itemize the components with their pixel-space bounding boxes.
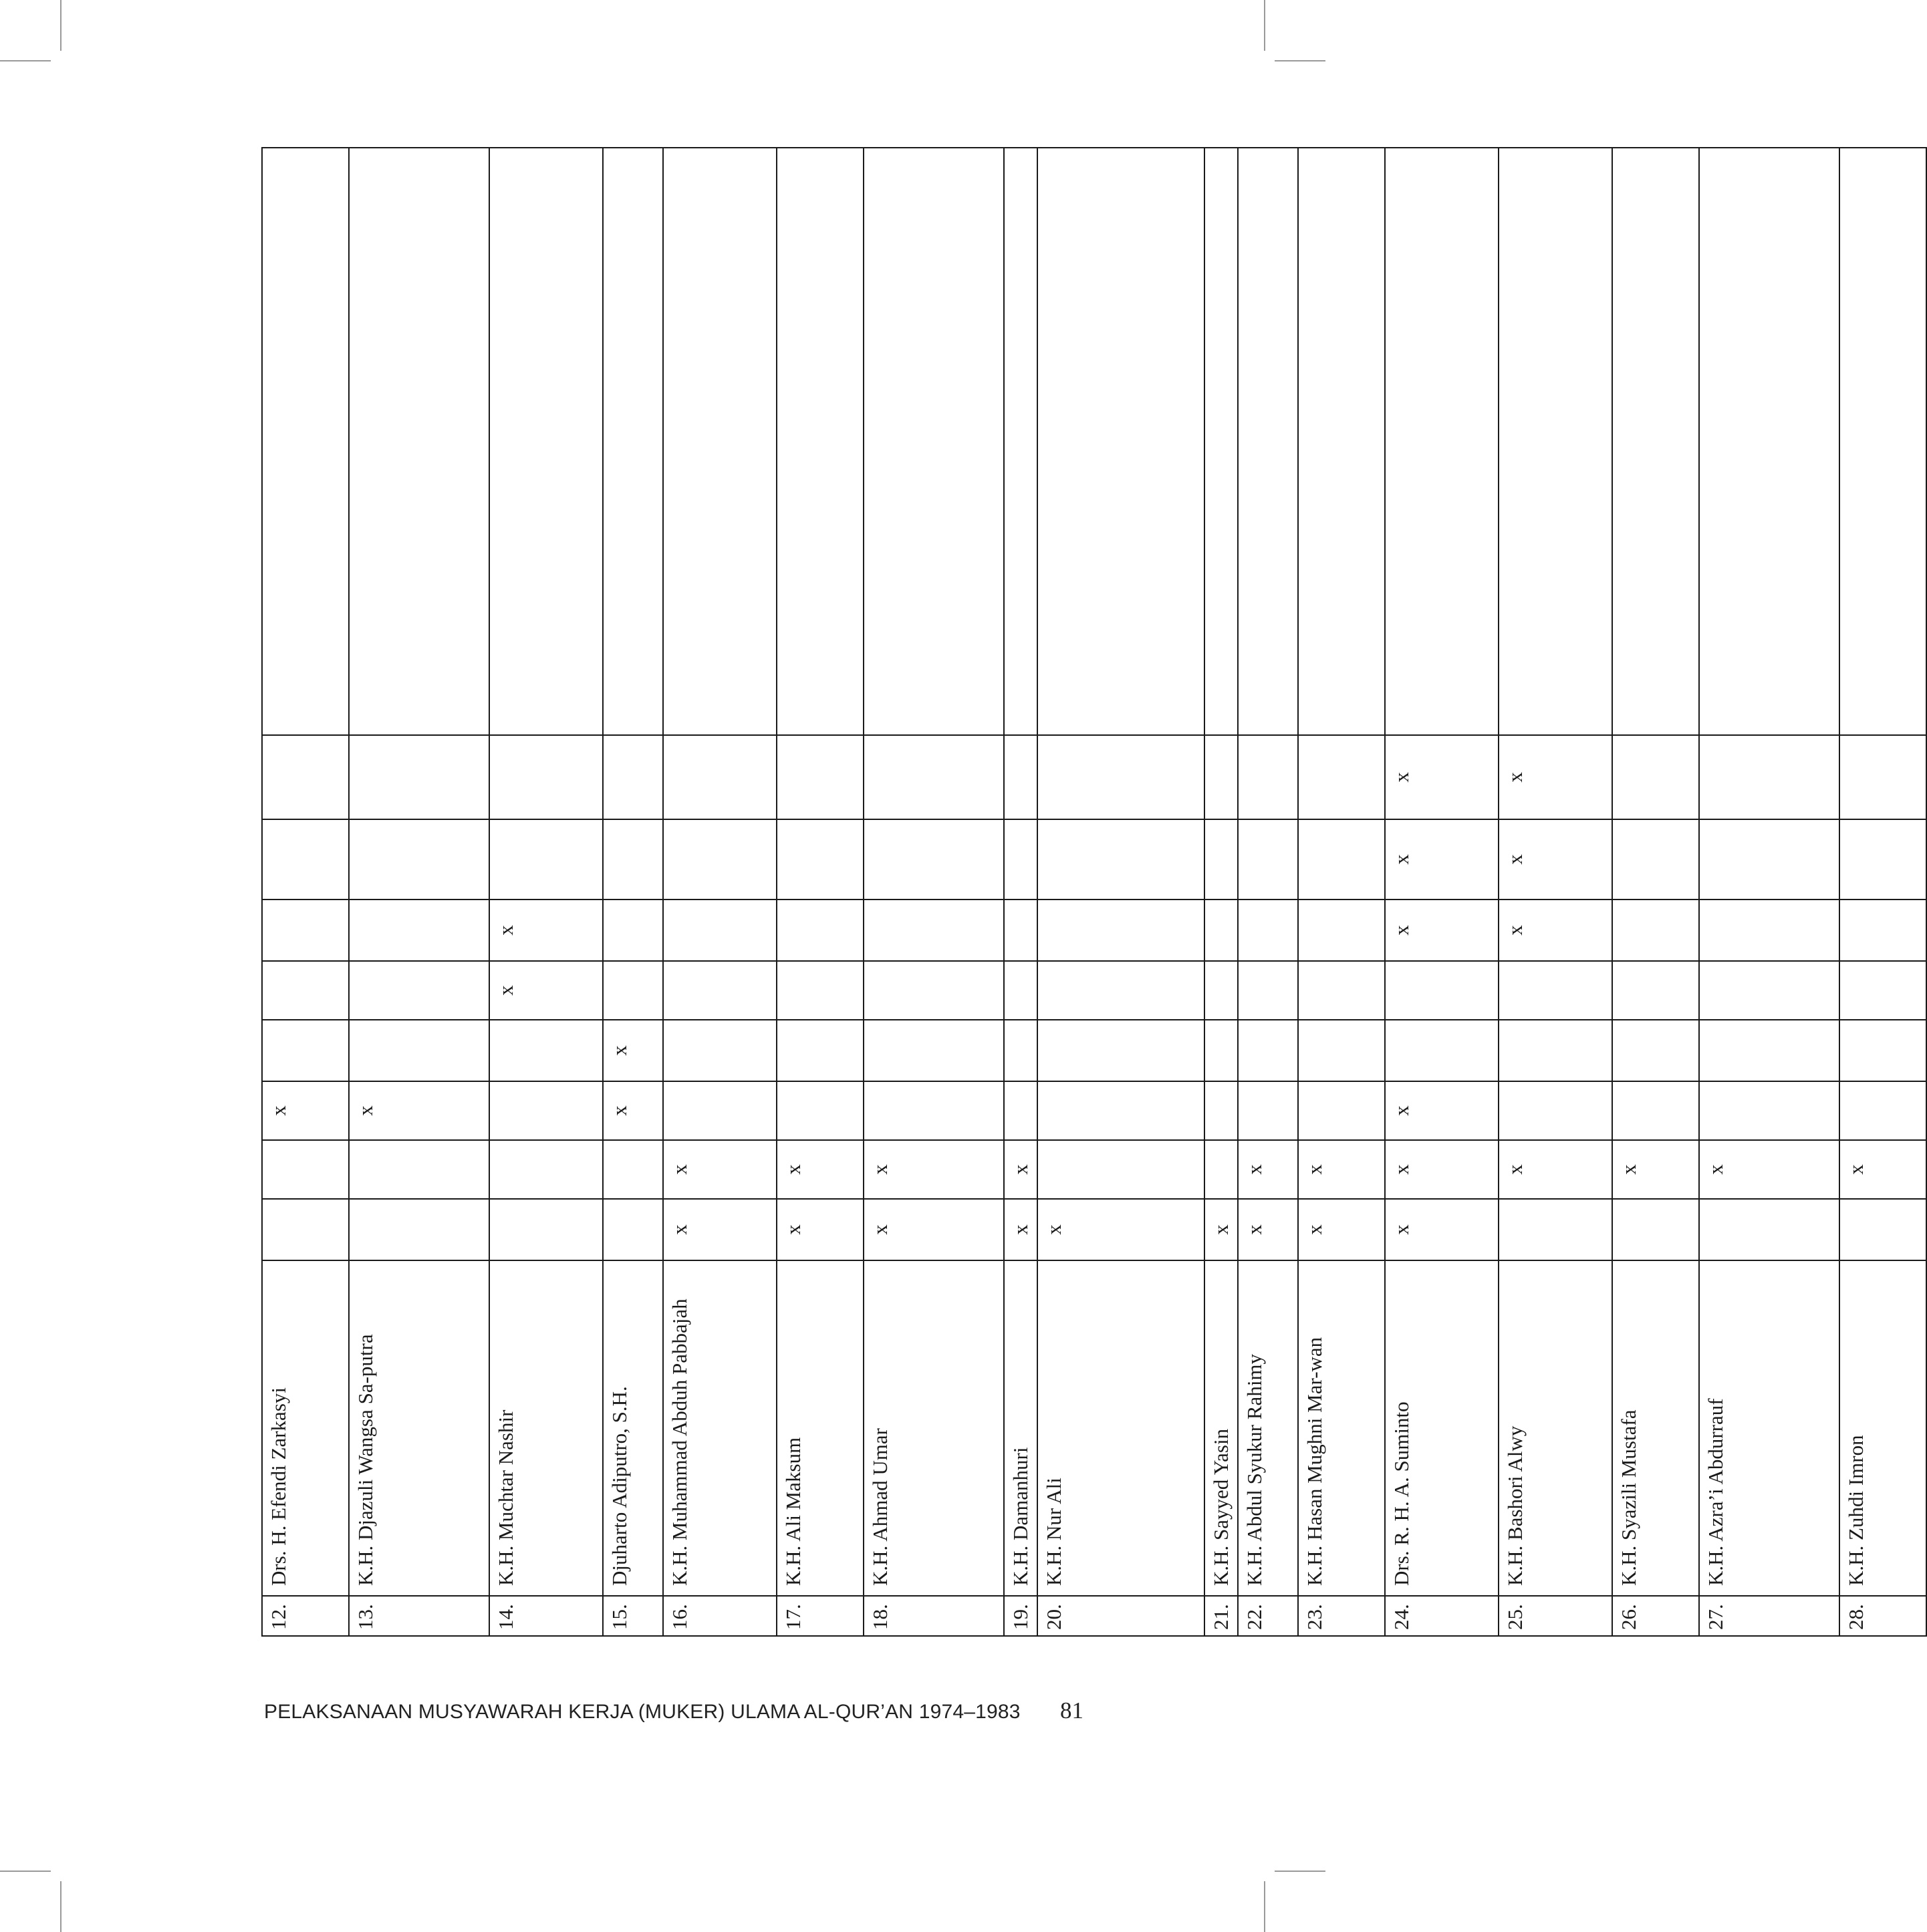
attendance-mark-4: x — [603, 1020, 663, 1081]
attendance-mark-6 — [1037, 900, 1204, 961]
attendance-mark-6 — [1204, 900, 1238, 961]
attendance-mark-2: x — [777, 1140, 864, 1199]
row-number: 27. — [1699, 1596, 1839, 1636]
attendance-mark-2: x — [1385, 1140, 1499, 1199]
attendance-mark-5 — [1612, 961, 1699, 1020]
attendance-mark-2: x — [1699, 1140, 1839, 1199]
table-row — [777, 148, 864, 1636]
attendance-mark-6 — [1298, 900, 1385, 961]
crop-mark — [0, 60, 51, 61]
attendance-mark-7 — [603, 819, 663, 900]
attendance-mark-7 — [349, 819, 489, 900]
participant-name: K.H. Azra’i Abdurrauf — [1699, 1260, 1839, 1596]
attendance-mark-1: x — [864, 1199, 1004, 1260]
attendance-mark-7 — [1298, 819, 1385, 900]
attendance-mark-1: x — [1004, 1199, 1037, 1260]
attendance-mark-1 — [1612, 1199, 1699, 1260]
attendance-mark-3: x — [603, 1081, 663, 1140]
attendance-mark-1: x — [1037, 1199, 1204, 1260]
participant-name: K.H. Nur Ali — [1037, 1260, 1204, 1596]
row-number: 22. — [1238, 1596, 1298, 1636]
attendance-mark-2 — [1037, 1140, 1204, 1199]
attendance-mark-7 — [1839, 819, 1926, 900]
attendance-mark-6 — [1004, 900, 1037, 961]
attendance-mark-6 — [349, 900, 489, 961]
crop-mark — [1275, 1871, 1325, 1872]
attendance-mark-5 — [603, 961, 663, 1020]
table-row — [489, 148, 603, 1636]
blank-cell — [1699, 148, 1839, 735]
attendance-mark-5 — [1204, 961, 1238, 1020]
blank-cell — [663, 148, 777, 735]
attendance-mark-6 — [262, 900, 349, 961]
attendance-mark-8 — [262, 735, 349, 819]
attendance-mark-6 — [1839, 900, 1926, 961]
attendance-mark-6: x — [1385, 900, 1499, 961]
attendance-mark-3 — [1204, 1081, 1238, 1140]
attendance-mark-5 — [1385, 961, 1499, 1020]
table-row — [349, 148, 489, 1636]
attendance-mark-7 — [663, 819, 777, 900]
attendance-mark-6: x — [489, 900, 603, 961]
attendance-mark-8: x — [1499, 735, 1612, 819]
row-number: 24. — [1385, 1596, 1499, 1636]
table-row — [864, 148, 1004, 1636]
attendance-mark-1 — [603, 1199, 663, 1260]
attendance-mark-8 — [777, 735, 864, 819]
blank-cell — [1004, 148, 1037, 735]
attendance-mark-4 — [1204, 1020, 1238, 1081]
attendance-mark-2: x — [1499, 1140, 1612, 1199]
participant-name: K.H. Muchtar Nashir — [489, 1260, 603, 1596]
attendance-mark-4 — [1037, 1020, 1204, 1081]
crop-mark — [1264, 0, 1265, 51]
table-row — [663, 148, 777, 1636]
table-row — [603, 148, 663, 1636]
table-row — [1385, 148, 1499, 1636]
table-row — [1839, 148, 1926, 1636]
blank-cell — [1839, 148, 1926, 735]
attendance-mark-5 — [1499, 961, 1612, 1020]
attendance-mark-4 — [663, 1020, 777, 1081]
participant-name: Djuharto Adiputro, S.H. — [603, 1260, 663, 1596]
participant-name: K.H. Bashori Alwy — [1499, 1260, 1612, 1596]
crop-mark — [0, 1871, 51, 1872]
row-number: 21. — [1204, 1596, 1238, 1636]
blank-cell — [1385, 148, 1499, 735]
attendance-mark-2: x — [864, 1140, 1004, 1199]
attendance-mark-5 — [1298, 961, 1385, 1020]
attendance-mark-5 — [663, 961, 777, 1020]
attendance-mark-2: x — [1612, 1140, 1699, 1199]
attendance-mark-3 — [1499, 1081, 1612, 1140]
attendance-mark-7 — [1204, 819, 1238, 900]
row-number: 12. — [262, 1596, 349, 1636]
attendance-mark-3 — [663, 1081, 777, 1140]
attendance-mark-5 — [777, 961, 864, 1020]
table-row — [262, 148, 349, 1636]
attendance-mark-8 — [1298, 735, 1385, 819]
attendance-mark-7 — [1699, 819, 1839, 900]
attendance-mark-7 — [777, 819, 864, 900]
row-number: 23. — [1298, 1596, 1385, 1636]
attendance-mark-3 — [1004, 1081, 1037, 1140]
attendance-mark-7 — [1004, 819, 1037, 900]
attendance-mark-3 — [489, 1081, 603, 1140]
attendance-mark-6 — [1612, 900, 1699, 961]
table-row — [1037, 148, 1204, 1636]
participant-name: K.H. Zuhdi Imron — [1839, 1260, 1926, 1596]
attendance-mark-6 — [603, 900, 663, 961]
attendance-mark-3 — [1037, 1081, 1204, 1140]
attendance-mark-3 — [777, 1081, 864, 1140]
attendance-mark-2 — [1204, 1140, 1238, 1199]
attendance-mark-7 — [262, 819, 349, 900]
blank-cell — [262, 148, 349, 735]
attendance-mark-6 — [777, 900, 864, 961]
attendance-mark-5 — [349, 961, 489, 1020]
blank-cell — [1204, 148, 1238, 735]
attendance-mark-7 — [1238, 819, 1298, 900]
attendance-mark-7: x — [1385, 819, 1499, 900]
row-number: 25. — [1499, 1596, 1612, 1636]
attendance-mark-8 — [1004, 735, 1037, 819]
attendance-mark-1: x — [1385, 1199, 1499, 1260]
attendance-mark-2 — [603, 1140, 663, 1199]
attendance-mark-1 — [349, 1199, 489, 1260]
attendance-mark-7 — [489, 819, 603, 900]
participant-name: Drs. H. Efendi Zarkasyi — [262, 1260, 349, 1596]
row-number: 20. — [1037, 1596, 1204, 1636]
attendance-mark-3 — [864, 1081, 1004, 1140]
row-number: 13. — [349, 1596, 489, 1636]
attendance-mark-4 — [777, 1020, 864, 1081]
attendance-mark-4 — [1385, 1020, 1499, 1081]
attendance-mark-1 — [1499, 1199, 1612, 1260]
rotated-table — [261, 215, 1868, 1637]
participant-name: K.H. Damanhuri — [1004, 1260, 1037, 1596]
attendance-mark-6 — [1238, 900, 1298, 961]
attendance-mark-8 — [603, 735, 663, 819]
attendance-mark-3: x — [349, 1081, 489, 1140]
row-number: 18. — [864, 1596, 1004, 1636]
attendance-mark-3: x — [1385, 1081, 1499, 1140]
table-row — [1238, 148, 1298, 1636]
participant-name: K.H. Syazili Mustafa — [1612, 1260, 1699, 1596]
attendance-mark-1: x — [663, 1199, 777, 1260]
attendance-mark-3 — [1612, 1081, 1699, 1140]
attendance-mark-5 — [864, 961, 1004, 1020]
row-number: 19. — [1004, 1596, 1037, 1636]
crop-mark — [1275, 60, 1325, 61]
attendance-mark-3 — [1699, 1081, 1839, 1140]
crop-mark — [1264, 1881, 1265, 1932]
blank-cell — [777, 148, 864, 735]
attendance-mark-4 — [1004, 1020, 1037, 1081]
attendance-mark-8 — [1037, 735, 1204, 819]
attendance-mark-2 — [349, 1140, 489, 1199]
crop-mark — [60, 0, 61, 51]
running-footer-title: PELAKSANAAN MUSYAWARAH KERJA (MUKER) ULAMA AL-QUR’AN 1974–1983 — [264, 1701, 1021, 1723]
attendance-mark-1 — [1699, 1199, 1839, 1260]
attendance-mark-5 — [1699, 961, 1839, 1020]
attendance-mark-6: x — [1499, 900, 1612, 961]
participant-name: K.H. Djazuli Wangsa Sa-putra — [349, 1260, 489, 1596]
blank-cell — [1238, 148, 1298, 735]
attendance-mark-4 — [1612, 1020, 1699, 1081]
page-number: 81 — [1060, 1697, 1083, 1723]
attendance-mark-4 — [349, 1020, 489, 1081]
attendance-mark-2: x — [663, 1140, 777, 1199]
table-row — [1204, 148, 1238, 1636]
attendance-mark-3 — [1298, 1081, 1385, 1140]
attendance-mark-8 — [663, 735, 777, 819]
blank-cell — [489, 148, 603, 735]
attendance-mark-1 — [489, 1199, 603, 1260]
crop-mark — [60, 1881, 61, 1932]
attendance-mark-8 — [349, 735, 489, 819]
blank-cell — [1037, 148, 1204, 735]
attendance-mark-5 — [1238, 961, 1298, 1020]
attendance-mark-8 — [489, 735, 603, 819]
attendance-mark-4 — [1238, 1020, 1298, 1081]
participant-name: K.H. Hasan Mughni Mar-wan — [1298, 1260, 1385, 1596]
attendance-mark-7 — [1037, 819, 1204, 900]
attendance-mark-4 — [1298, 1020, 1385, 1081]
attendance-mark-2 — [262, 1140, 349, 1199]
attendance-mark-2: x — [1839, 1140, 1926, 1199]
table-row — [1612, 148, 1699, 1636]
participant-name: Drs. R. H. A. Suminto — [1385, 1260, 1499, 1596]
attendance-mark-5 — [1004, 961, 1037, 1020]
participant-name: K.H. Ali Maksum — [777, 1260, 864, 1596]
attendance-mark-7 — [1612, 819, 1699, 900]
attendance-mark-2: x — [1238, 1140, 1298, 1199]
attendance-mark-5 — [1037, 961, 1204, 1020]
participant-name: K.H. Abdul Syukur Rahimy — [1238, 1260, 1298, 1596]
attendance-mark-2: x — [1004, 1140, 1037, 1199]
participant-name: K.H. Ahmad Umar — [864, 1260, 1004, 1596]
row-number: 26. — [1612, 1596, 1699, 1636]
blank-cell — [1612, 148, 1699, 735]
attendance-mark-2 — [489, 1140, 603, 1199]
attendance-mark-8 — [1839, 735, 1926, 819]
blank-cell — [1499, 148, 1612, 735]
table-row — [1699, 148, 1839, 1636]
attendance-mark-6 — [663, 900, 777, 961]
attendance-mark-8 — [1204, 735, 1238, 819]
attendance-mark-1: x — [1238, 1199, 1298, 1260]
attendance-mark-5 — [1839, 961, 1926, 1020]
attendance-mark-1 — [262, 1199, 349, 1260]
attendance-mark-8 — [864, 735, 1004, 819]
attendance-mark-8 — [1238, 735, 1298, 819]
table-row — [1004, 148, 1037, 1636]
table-row — [1298, 148, 1385, 1636]
attendance-mark-5: x — [489, 961, 603, 1020]
participant-name: K.H. Sayyed Yasin — [1204, 1260, 1238, 1596]
attendance-mark-5 — [262, 961, 349, 1020]
participant-name: K.H. Muhammad Abduh Pabbajah — [663, 1260, 777, 1596]
attendance-mark-6 — [864, 900, 1004, 961]
attendance-mark-7: x — [1499, 819, 1612, 900]
attendance-mark-6 — [1699, 900, 1839, 961]
attendance-mark-1 — [1839, 1199, 1926, 1260]
row-number: 15. — [603, 1596, 663, 1636]
row-number: 17. — [777, 1596, 864, 1636]
blank-cell — [864, 148, 1004, 735]
participants-table — [261, 147, 1927, 1637]
attendance-mark-8 — [1612, 735, 1699, 819]
attendance-mark-8: x — [1385, 735, 1499, 819]
row-number: 28. — [1839, 1596, 1926, 1636]
attendance-mark-1: x — [1298, 1199, 1385, 1260]
blank-cell — [349, 148, 489, 735]
attendance-mark-4 — [1499, 1020, 1612, 1081]
attendance-mark-1: x — [777, 1199, 864, 1260]
attendance-mark-1: x — [1204, 1199, 1238, 1260]
blank-cell — [1298, 148, 1385, 735]
row-number: 16. — [663, 1596, 777, 1636]
attendance-mark-3 — [1839, 1081, 1926, 1140]
attendance-mark-4 — [1699, 1020, 1839, 1081]
attendance-mark-4 — [262, 1020, 349, 1081]
blank-cell — [603, 148, 663, 735]
row-number: 14. — [489, 1596, 603, 1636]
attendance-mark-4 — [1839, 1020, 1926, 1081]
attendance-mark-4 — [864, 1020, 1004, 1081]
attendance-mark-2: x — [1298, 1140, 1385, 1199]
table-row — [1499, 148, 1612, 1636]
attendance-mark-3 — [1238, 1081, 1298, 1140]
attendance-mark-7 — [864, 819, 1004, 900]
attendance-mark-3: x — [262, 1081, 349, 1140]
attendance-mark-4 — [489, 1020, 603, 1081]
attendance-mark-8 — [1699, 735, 1839, 819]
